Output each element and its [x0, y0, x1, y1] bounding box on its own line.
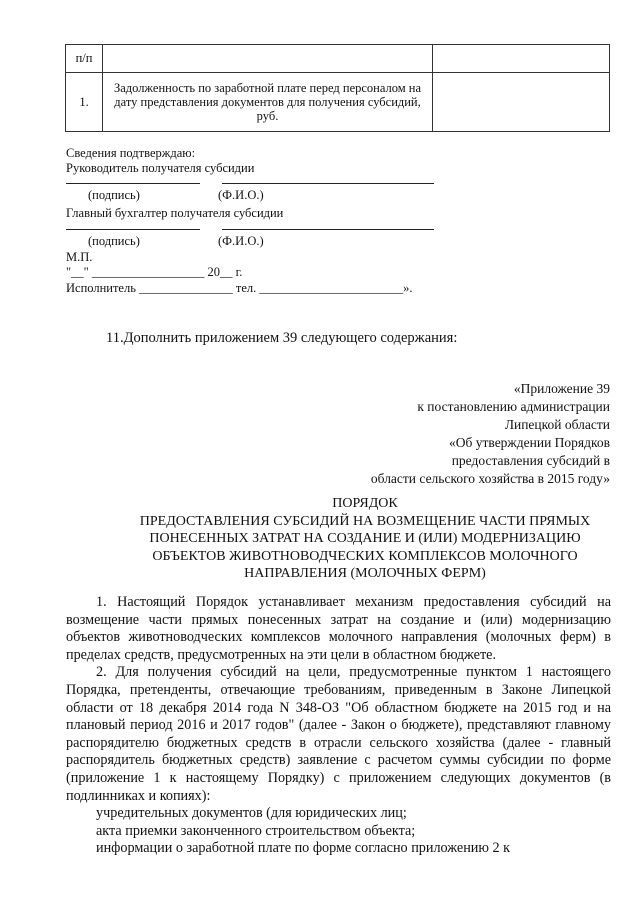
head-label: Руководитель получателя субсидии — [66, 161, 255, 175]
document-title — [110, 495, 620, 583]
appendix-line: к постановлению администрации — [417, 399, 610, 414]
appendix-header — [371, 380, 610, 488]
executor-line: Исполнитель _______________ тел. _______________________». — [66, 281, 413, 295]
name-caption: (Ф.И.О.) — [218, 188, 264, 202]
name-line — [222, 183, 434, 184]
signature-line — [66, 229, 200, 230]
paragraph-1: 1. Настоящий Порядок устанавливает механизм предоставления субсидий на возмещение части прямых понесенных затрат на создание и (или) модернизацию объектов животноводческих комплексов молочного направления (молочных ферм) в пределах средств, предусмотренных на эти цели в областном бюджете. — [66, 594, 611, 663]
paragraph-2: 2. Для получения субсидий на цели, предусмотренные пунктом 1 настоящего Порядка, претенденты, отвечающие требованиям, приведенным в Законе Липецкой области от 18 декабря 2014 года N 348-ОЗ "Об областном бюджете на 2015 год и на плановый период 2016 и 2017 годов" (далее - Закон о бюджете), представляют главному распорядителю бюджетных средств в отрасли сельского хозяйства (далее - главный распорядитель бюджетных средств) заявление с расчетом суммы субсидии по форме (приложение 1 к настоящему Порядку) с приложением следующих документов (в подлинниках и копиях): — [66, 664, 611, 804]
signature-caption: (подпись) — [88, 234, 140, 248]
document-body — [66, 594, 611, 858]
list-item: учредительных документов (для юридических лиц; — [96, 805, 407, 822]
list-item: акта приемки законченного строительством объекта; — [96, 822, 416, 839]
stamp-label: М.П. — [66, 250, 93, 264]
value-cell — [433, 73, 610, 132]
appendix-line: области сельского хозяйства в 2015 году» — [370, 471, 610, 486]
form-table — [65, 44, 610, 132]
accountant-label: Главный бухгалтер получателя субсидии — [66, 206, 284, 220]
row-number-header: п/п — [66, 45, 103, 73]
confirm-line: Сведения подтверждаю: — [66, 146, 196, 160]
signature-caption: (подпись) — [88, 188, 140, 202]
row-number: 1. — [66, 73, 103, 132]
title-line: ПРЕДОСТАВЛЕНИЯ СУБСИДИЙ НА ВОЗМЕЩЕНИЕ ЧАСТИ ПРЯМЫХ — [139, 513, 591, 529]
appendix-line: «Об утверждении Порядков — [449, 435, 610, 450]
title-line: ПОНЕСЕННЫХ ЗАТРАТ НА СОЗДАНИЕ И (ИЛИ) МОДЕРНИЗАЦИЮ — [149, 531, 581, 546]
table-cell — [103, 45, 433, 73]
table-row — [66, 45, 610, 73]
amendment-point: 11.Дополнить приложением 39 следующего содержания: — [106, 330, 458, 346]
row-text: Задолженность по заработной плате перед персоналом на дату представления документов для получения субсидий, руб. — [103, 73, 433, 132]
appendix-line: Липецкой области — [504, 417, 610, 432]
table-cell — [433, 45, 610, 73]
date-line: "__" __________________ 20__ г. — [66, 265, 243, 279]
appendix-line: предоставления субсидий в — [451, 453, 610, 468]
table-row — [66, 73, 610, 132]
title-line: ПОРЯДОК — [332, 496, 398, 511]
title-line: НАПРАВЛЕНИЯ (МОЛОЧНЫХ ФЕРМ) — [244, 566, 486, 581]
name-caption: (Ф.И.О.) — [218, 234, 264, 248]
title-line: ОБЪЕКТОВ ЖИВОТНОВОДЧЕСКИХ КОМПЛЕКСОВ МОЛОЧНОГО — [152, 548, 578, 564]
appendix-line: «Приложение 39 — [513, 381, 610, 396]
list-item: информации о заработной плате по форме согласно приложению 2 к — [96, 840, 511, 857]
signature-line — [66, 183, 200, 184]
name-line — [222, 229, 434, 230]
